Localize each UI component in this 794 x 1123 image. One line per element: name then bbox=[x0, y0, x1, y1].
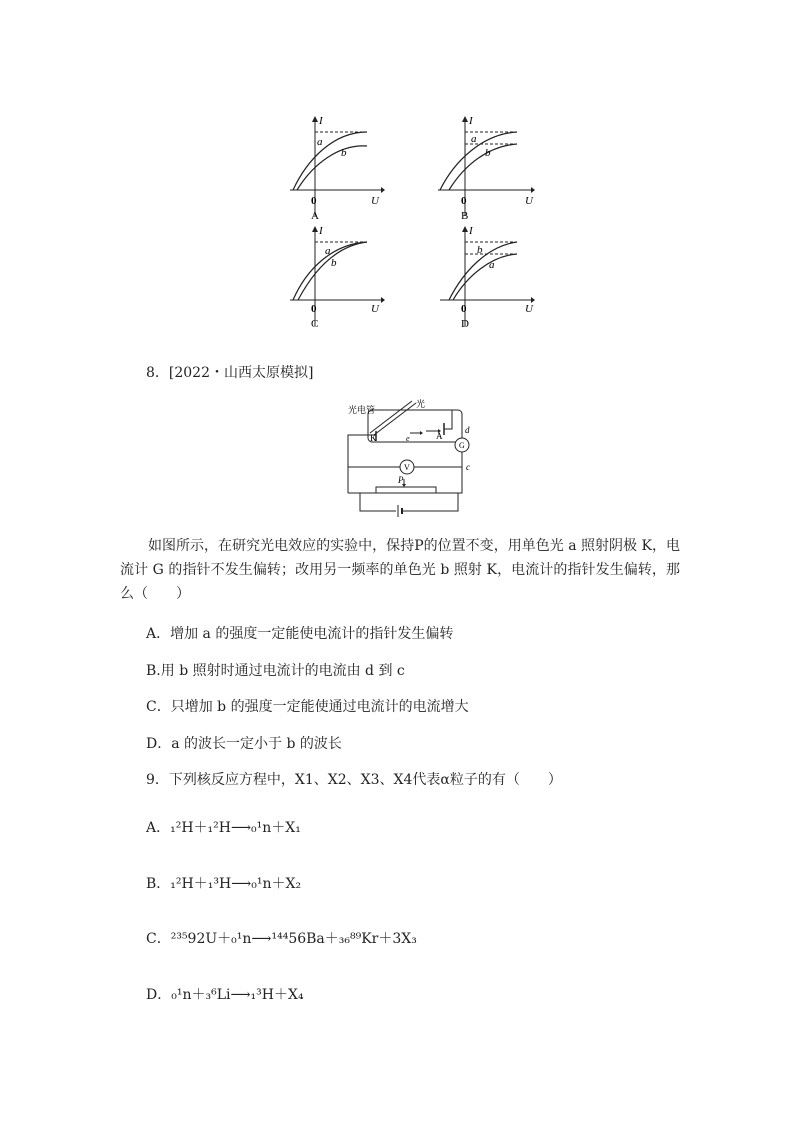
slider-label: P bbox=[398, 475, 404, 485]
axis-i-label: I bbox=[319, 115, 323, 127]
graph-caption: B bbox=[461, 210, 469, 222]
axis-u-label: U bbox=[371, 195, 379, 207]
curve-label-upper: a bbox=[317, 136, 323, 148]
q9-equation-d bbox=[146, 985, 304, 1005]
equation-label: B． bbox=[146, 876, 171, 892]
curve-label-upper: a bbox=[471, 133, 477, 145]
graph-caption: D bbox=[461, 318, 469, 330]
origin-label: 0 bbox=[311, 195, 317, 207]
q8-stem: 如图所示，在研究光电效应的实验中，保持P的位置不变，用单色光 a 照射阴极 K，电流计 G 的指针不发生偏转；改用另一频率的单色光 b 照射 K，电流计的指针发生偏转，那么（ ） bbox=[120, 538, 680, 602]
electron-label: e bbox=[406, 434, 410, 443]
q9-equation-c bbox=[146, 929, 417, 949]
equation-label: C． bbox=[146, 931, 171, 947]
light-label: 光 bbox=[416, 399, 426, 409]
q9-equation-a bbox=[146, 818, 301, 838]
axis-i-label: I bbox=[469, 115, 473, 127]
tube-label: 光电管 bbox=[348, 405, 376, 415]
axis-i-label: I bbox=[469, 225, 473, 237]
equation-text: ₀¹n＋₃⁶Li⟶₁³H＋X₄ bbox=[171, 987, 304, 1003]
curve-label-lower: b bbox=[331, 257, 337, 269]
equation-text: ₁²H＋₁²H⟶₀¹n＋X₁ bbox=[170, 820, 301, 836]
curve-label-upper: b bbox=[477, 244, 483, 256]
origin-label: 0 bbox=[461, 195, 467, 207]
voltmeter-label: V bbox=[404, 463, 410, 472]
axis-u-label: U bbox=[371, 303, 379, 315]
curve-label-lower: a bbox=[489, 259, 495, 271]
node-d-label: d bbox=[465, 425, 470, 435]
graph-a bbox=[285, 112, 385, 222]
equation-label: D． bbox=[146, 987, 172, 1003]
graph-b bbox=[435, 112, 535, 222]
graph-c bbox=[285, 222, 385, 332]
photoelectric-circuit-diagram bbox=[340, 395, 480, 520]
curve-label-upper: a bbox=[325, 245, 331, 257]
origin-label: 0 bbox=[461, 303, 467, 315]
q8-option-a: A．增加 a 的强度一定能使电流计的指针发生偏转 bbox=[146, 626, 454, 642]
galvanometer-label: G bbox=[459, 441, 465, 450]
cathode-label: K bbox=[370, 433, 377, 443]
axis-u-label: U bbox=[525, 195, 533, 207]
q8-header: 8．[2022・山西太原模拟] bbox=[146, 365, 314, 381]
axis-i-label: I bbox=[319, 225, 323, 237]
q8-option-c: C．只增加 b 的强度一定能使通过电流计的电流增大 bbox=[146, 699, 469, 715]
anode-label: A bbox=[436, 431, 443, 441]
graph-d bbox=[435, 222, 535, 332]
q9-equation-b bbox=[146, 874, 301, 894]
equation-text: ²³⁵92U＋₀¹n⟶¹⁴⁴56Ba＋₃₆⁸⁹Kr＋3X₃ bbox=[170, 931, 417, 947]
equation-text: ₁²H＋₁³H⟶₀¹n＋X₂ bbox=[170, 876, 302, 892]
q8-option-d: D．a 的波长一定小于 b 的波长 bbox=[146, 736, 342, 752]
origin-label: 0 bbox=[311, 303, 317, 315]
curve-label-lower: b bbox=[341, 147, 347, 159]
graph-caption: C bbox=[311, 318, 319, 330]
axis-u-label: U bbox=[525, 303, 533, 315]
q9-stem: 9．下列核反应方程中，X1、X2、X3、X4代表α粒子的有（ ） bbox=[146, 772, 562, 788]
q8-option-b: B.用 b 照射时通过电流计的电流由 d 到 c bbox=[146, 663, 405, 679]
node-c-label: c bbox=[466, 462, 470, 472]
equation-label: A． bbox=[146, 820, 171, 836]
graph-caption: A bbox=[311, 210, 319, 222]
curve-label-lower: b bbox=[485, 147, 491, 159]
